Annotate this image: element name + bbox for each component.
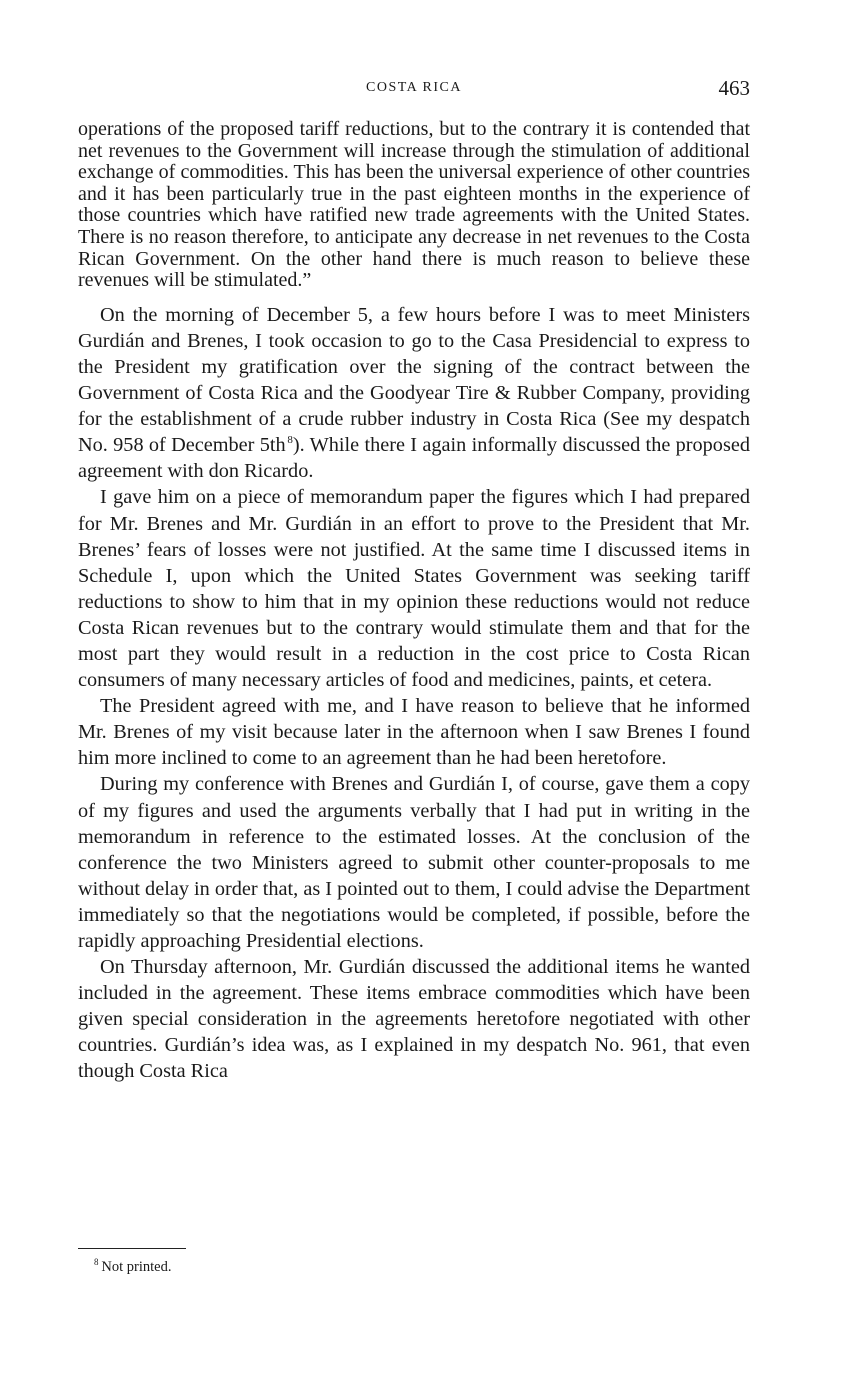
paragraph-6: On Thursday afternoon, Mr. Gurdián discussed the additional items he wanted included in the agreement. These items embrace commodities which have been given special consideration in the agreements heretofore negotiated with other countries. Gurdián’s idea was, as I explained in my despatch No. 961, that even though Costa Rica: [78, 956, 750, 1083]
footnote-divider: [78, 1248, 186, 1249]
page-number: 463: [718, 76, 750, 100]
paragraph-3: I gave him on a piece of memorandum paper the figures which I had prepared for Mr. Brenes and Mr. Gurdián in an effort to prove to the President that Mr. Brenes’ fears of losses were not justified. At the same time I discussed items in Schedule I, upon which the United States Government was seeking tariff reductions to show to him that in my opinion these reductions would not reduce Costa Rican revenues but to the contrary would stimulate them and that for the most part they would result in a reduction in the cost price to Costa Rican consumers of many necessary articles of food and medicines, paints, et cetera.: [78, 486, 750, 692]
paragraph-1: operations of the proposed tariff reductions, but to the contrary it is contended that net revenues to the Government will increase through the stimulation of additional exchange of commodities. This has been the universal experience of other countries and it has been particularly true in the past eighteen months in the experience of those countries which have ratified new trade agreements with the United States. There is no reason therefore, to anticipate any decrease in net revenues to the Costa Rican Government. On the other hand there is much reason to believe these revenues will be stimulated.”: [78, 118, 750, 292]
paragraph-4: The President agreed with me, and I have reason to believe that he informed Mr. Brenes of my visit because later in the afternoon when I saw Brenes I found him more inclined to come to an agreement than he had been heretofore.: [78, 695, 750, 770]
footnote-reference: 8: [287, 434, 293, 447]
paragraph-2-text-a: On the morning of December 5, a few hours before I was to meet Ministers Gurdián and Brenes, I took occasion to go to the Casa Presidencial to express to the President my gratification over the signing of the contract between the Government of Costa Rica and the Goodyear Tire & Rubber Company, providing for the establishment of a crude rubber industry in Costa Rica (See my despatch No. 958 of December 5th: [78, 303, 750, 457]
paragraph-2-text-b: ). While there I again informally discussed the proposed agreement with don Ricardo.: [78, 434, 750, 483]
paragraph-2: [78, 302, 750, 485]
footnote: [94, 1259, 171, 1276]
body-text: [78, 119, 750, 1085]
paragraph-5: During my conference with Brenes and Gurdián I, of course, gave them a copy of my figures and used the arguments verbally that I had put in writing in the memorandum in reference to the estimated losses. At the conclusion of the conference the two Ministers agreed to submit other counter-proposals to me without delay in order that, as I pointed out to them, I could advise the Department immediately so that the negotiations would be completed, if possible, before the rapidly approaching Presidential elections.: [78, 773, 750, 952]
running-title: COSTA RICA: [366, 80, 462, 95]
footnote-mark: 8: [94, 1257, 99, 1268]
footnote-text: Not printed.: [101, 1259, 172, 1275]
running-header: [78, 76, 750, 100]
